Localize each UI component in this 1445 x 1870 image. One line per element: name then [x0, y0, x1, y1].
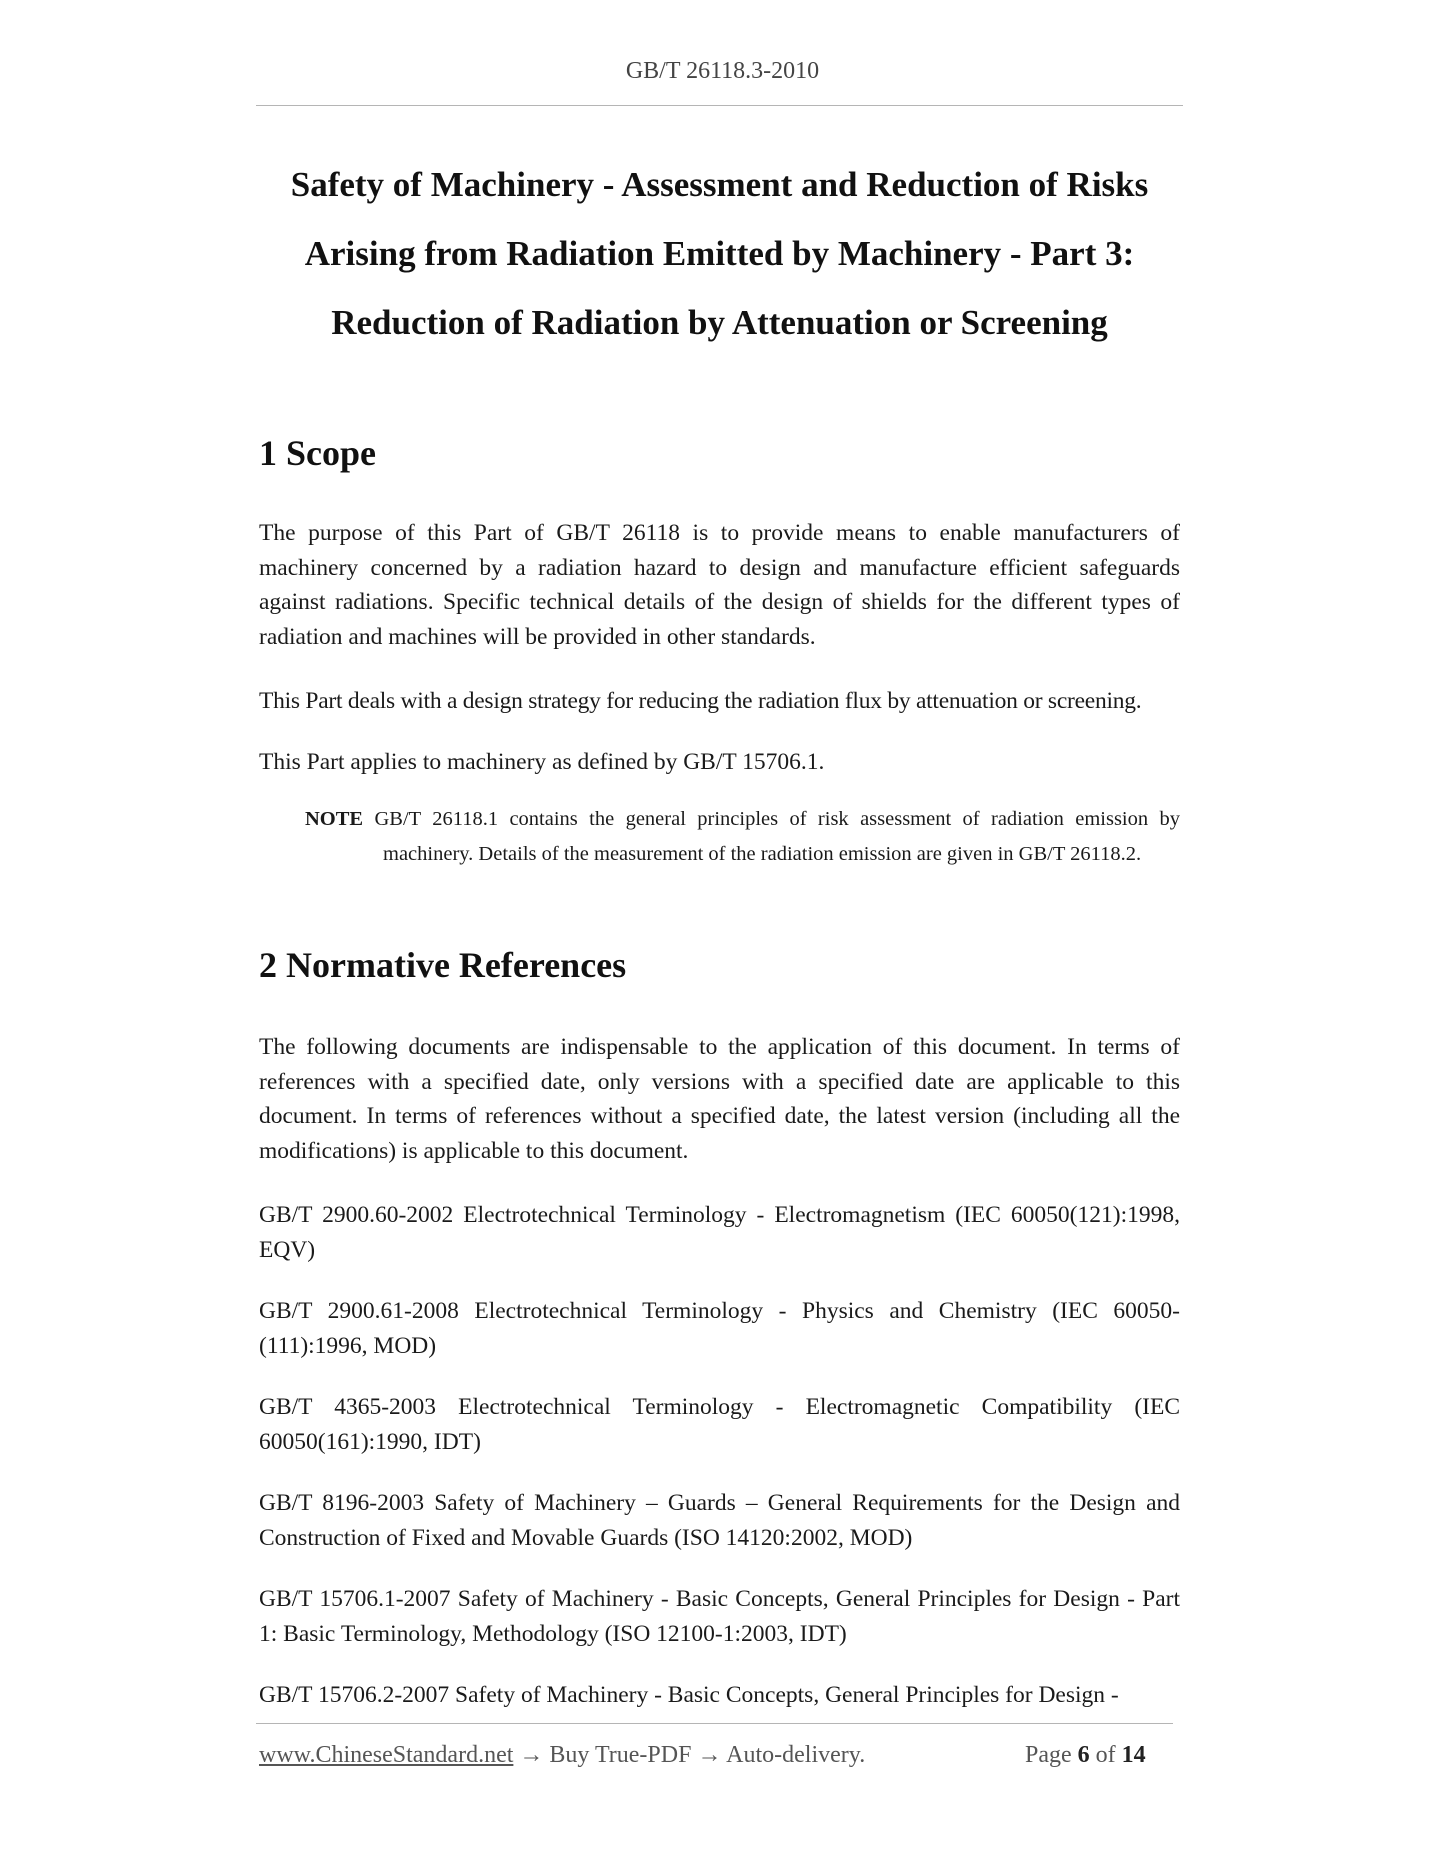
- arrow-icon: →: [697, 1742, 722, 1768]
- reference-item: GB/T 4365-2003 Electrotechnical Terminology - Electromagnetic Compatibility (IEC 60050(161):1990, IDT): [259, 1394, 1180, 1455]
- of-label: of: [1095, 1742, 1116, 1768]
- page-indicator: [1025, 1742, 1146, 1769]
- footer-divider: [256, 1723, 1173, 1724]
- page-number: 6: [1077, 1742, 1090, 1768]
- scope-paragraph-2: This Part deals with a design strategy for reducing the radiation flux by attenuation or screening.: [259, 688, 1142, 714]
- scope-note: [305, 802, 1180, 872]
- reference-item: GB/T 15706.2-2007 Safety of Machinery - Basic Concepts, General Principles for Design -: [259, 1682, 1119, 1708]
- reference-item: GB/T 2900.61-2008 Electrotechnical Terminology - Physics and Chemistry (IEC 60050-(111):1996, MOD): [259, 1298, 1180, 1359]
- page-total: 14: [1121, 1742, 1146, 1768]
- auto-delivery-text: Auto-delivery.: [726, 1742, 866, 1768]
- scope-paragraph-3: This Part applies to machinery as defined by GB/T 15706.1.: [259, 749, 825, 775]
- scope-paragraph-1: The purpose of this Part of GB/T 26118 is to provide means to enable manufacturers of machinery concerned by a radiation hazard to design and manufacture efficient safeguards against radiations. Specific technical details of the design of shields for the different types of radiation and machines will be provided in other standards.: [259, 520, 1180, 650]
- reference-item: GB/T 2900.60-2002 Electrotechnical Terminology - Electromagnetism (IEC 60050(121):1998, EQV): [259, 1202, 1180, 1263]
- title-line-2: Arising from Radiation Emitted by Machinery - Part 3:: [304, 234, 1135, 273]
- reference-item: GB/T 8196-2003 Safety of Machinery – Guards – General Requirements for the Design and Construction of Fixed and Movable Guards (ISO 14120:2002, MOD): [259, 1490, 1180, 1551]
- header-divider: [256, 105, 1183, 106]
- arrow-icon: →: [519, 1742, 544, 1768]
- document-id-header: GB/T 26118.3-2010: [625, 58, 820, 84]
- document-title: [256, 150, 1183, 357]
- section-1-heading: 1 Scope: [259, 433, 376, 473]
- title-line-3: Reduction of Radiation by Attenuation or Screening: [331, 303, 1108, 342]
- note-text: GB/T 26118.1 contains the general principles of risk assessment of radiation emission by machinery. Details of the measurement of the radiation emission are given in GB/T 26118.2.: [374, 808, 1181, 865]
- section-2-heading: 2 Normative References: [259, 945, 627, 985]
- reference-item: GB/T 15706.1-2007 Safety of Machinery - Basic Concepts, General Principles for Design - Part 1: Basic Terminology, Methodology (ISO 12100-1:2003, IDT): [259, 1586, 1180, 1647]
- footer-promo: [259, 1742, 865, 1769]
- page-label: Page: [1025, 1742, 1072, 1768]
- references-intro: The following documents are indispensable to the application of this document. In terms of references with a specified date, only versions with a specified date are applicable to this document. In terms of references without a specified date, the latest version (including all the modifications) is applicable to this document.: [259, 1034, 1180, 1164]
- buy-true-pdf-text: Buy True-PDF: [549, 1742, 692, 1768]
- site-link[interactable]: www.ChineseStandard.net: [259, 1742, 514, 1768]
- title-line-1: Safety of Machinery - Assessment and Reduction of Risks: [290, 165, 1149, 204]
- note-label: NOTE: [305, 808, 364, 830]
